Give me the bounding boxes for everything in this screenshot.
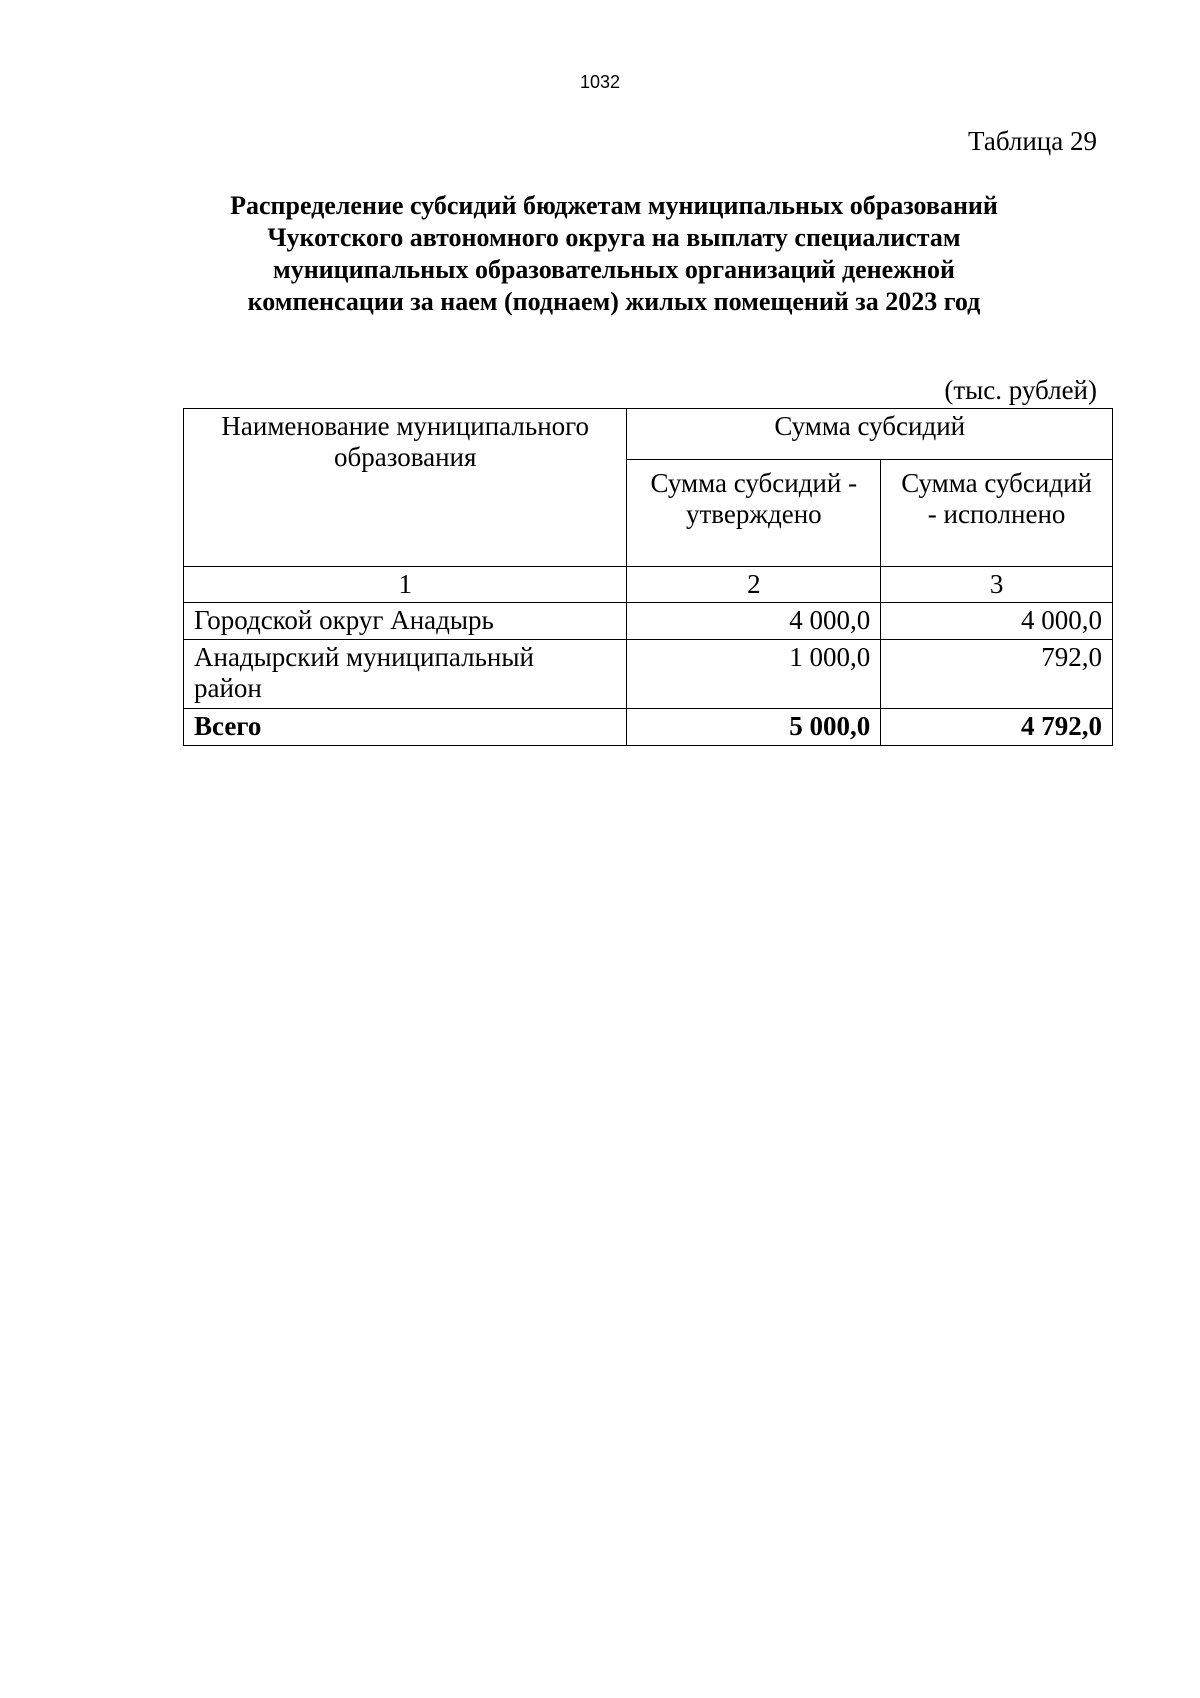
column-numbers-row <box>184 567 1113 603</box>
document-title <box>170 190 1058 318</box>
header-executed-line: - исполнено <box>927 499 1066 529</box>
municipality-name: Городской округ Анадырь <box>184 603 627 640</box>
header-municipality-line: Наименование муниципального <box>221 411 590 441</box>
executed-amount: 4 000,0 <box>881 603 1113 640</box>
units-label: (тыс. рублей) <box>944 375 1097 405</box>
subsidies-table <box>183 408 1113 746</box>
column-number: 3 <box>881 567 1113 603</box>
header-subsidy-group: Сумма субсидий <box>627 409 1113 460</box>
title-line: Распределение субсидий бюджетам муниципальных образований <box>230 191 998 220</box>
column-number: 2 <box>627 567 881 603</box>
table-header-row <box>184 409 1113 460</box>
header-municipality-line: образования <box>334 442 477 472</box>
header-approved <box>627 460 881 567</box>
title-line: Чукотского автономного округа на выплату специалистам <box>267 223 961 252</box>
municipality-name <box>184 640 627 709</box>
table-row <box>184 640 1113 709</box>
header-municipality <box>184 409 627 567</box>
municipality-name-line: Анадырский муниципальный <box>194 642 534 672</box>
page-number: 1032 <box>579 72 621 92</box>
total-approved: 5 000,0 <box>627 709 881 746</box>
table-row <box>184 603 1113 640</box>
header-executed-line: Сумма субсидий <box>901 468 1092 498</box>
header-approved-line: Сумма субсидий - <box>650 468 858 498</box>
header-approved-line: утверждено <box>685 499 822 529</box>
executed-amount: 792,0 <box>881 640 1113 709</box>
table-label: Таблица 29 <box>968 126 1097 156</box>
approved-amount: 1 000,0 <box>627 640 881 709</box>
title-line: муниципальных образовательных организаций денежной <box>272 255 955 284</box>
total-row <box>184 709 1113 746</box>
total-executed: 4 792,0 <box>881 709 1113 746</box>
title-line: компенсации за наем (поднаем) жилых помещений за 2023 год <box>247 287 981 316</box>
municipality-name-line: район <box>194 673 262 703</box>
approved-amount: 4 000,0 <box>627 603 881 640</box>
header-executed <box>881 460 1113 567</box>
total-label: Всего <box>184 709 627 746</box>
column-number: 1 <box>184 567 627 603</box>
